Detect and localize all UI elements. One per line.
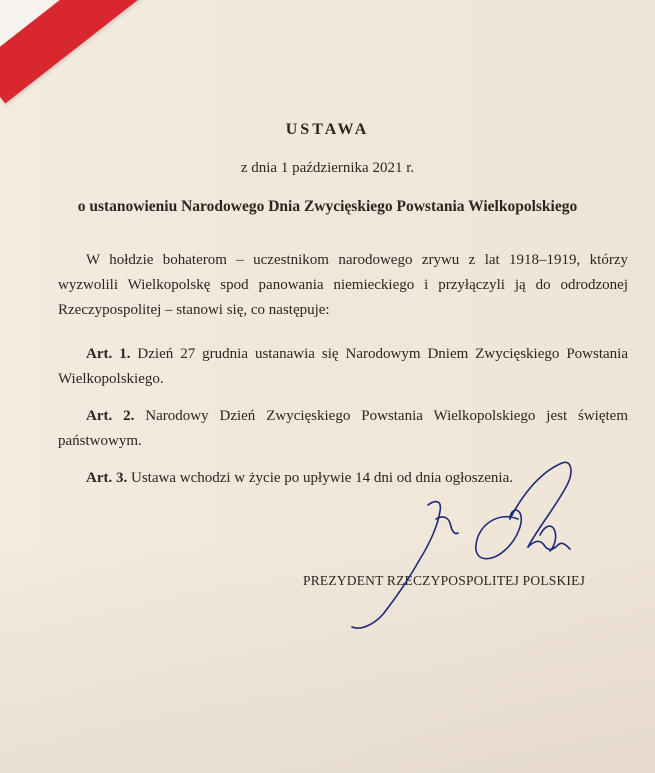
article-1-text: Dzień 27 grudnia ustanawia się Narodowym Dniem Zwycięskiego Powstania Wielkopolskiego. bbox=[58, 346, 628, 387]
preamble-paragraph: W hołdzie bohaterom – uczestnikom narodowego zrywu z lat 1918–1919, którzy wyzwolili Wielkopolskę spod panowania niemieckiego i przyłączyli ją do odrodzonej Rzeczypospolitej – stanowi się, co następuje: bbox=[58, 252, 628, 318]
article-2 bbox=[58, 404, 628, 454]
article-2-label: Art. 2. bbox=[86, 408, 135, 424]
article-2-text: Narodowy Dzień Zwycięskiego Powstania Wielkopolskiego jest świętem państwowym. bbox=[58, 408, 628, 449]
flag-ribbon-icon bbox=[0, 0, 274, 115]
ribbon-red-stripe bbox=[0, 0, 265, 104]
handwritten-signature bbox=[340, 455, 600, 635]
signatory-title: PREZYDENT RZECZYPOSPOLITEJ POLSKIEJ bbox=[303, 573, 586, 588]
article-3-label: Art. 3. bbox=[86, 470, 128, 486]
document-subject: o ustanowieniu Narodowego Dnia Zwycięskiego Powstania Wielkopolskiego bbox=[77, 198, 578, 215]
document-title: USTAWA bbox=[285, 121, 370, 138]
document-date: z dnia 1 października 2021 r. bbox=[240, 160, 415, 176]
article-1-label: Art. 1. bbox=[86, 346, 131, 362]
article-3-text: Ustawa wchodzi w życie po upływie 14 dni od dnia ogłoszenia. bbox=[131, 470, 513, 486]
article-1 bbox=[58, 342, 628, 392]
